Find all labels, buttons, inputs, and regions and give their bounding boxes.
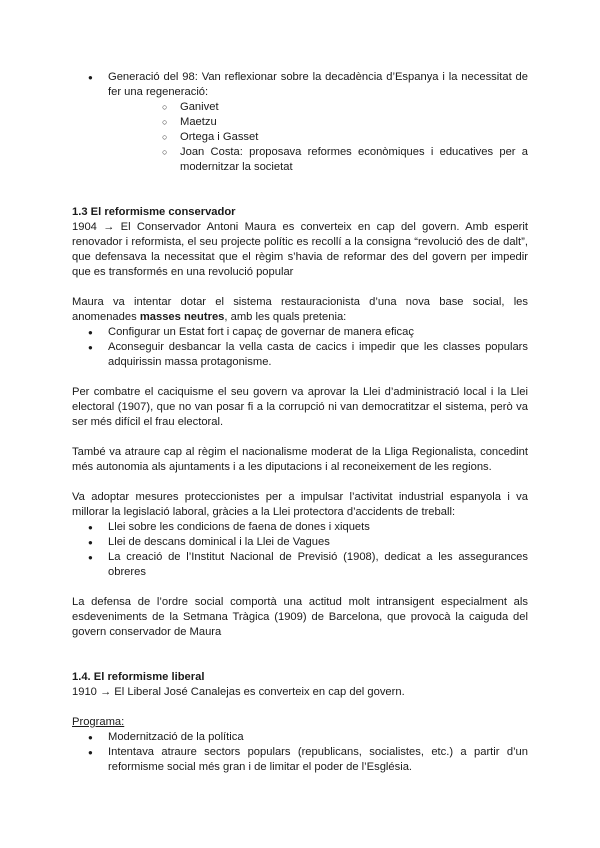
paragraph-intro-liberal: 1910 → El Liberal José Canalejas es converteix en cap del govern. — [72, 686, 405, 698]
list-item: ● Llei sobre les condicions de faena de dones i xiquets — [72, 520, 528, 535]
masses-list — [72, 325, 528, 370]
document-page — [72, 70, 528, 775]
list-item — [72, 70, 528, 175]
paragraph-intro-conservador: 1904 → El Conservador Antoni Maura es converteix en cap del govern. Amb esperit renovador i reformista, el seu projecte polític es recollí a la consigna “revolució des de dalt”, que defensava la necessitat que el règim s’havia de reformar des del govern per impedir que es transformés en una revolució popular — [72, 221, 528, 278]
list-item: ● Modernització de la política — [72, 730, 528, 745]
paragraph-lliga: També va atraure cap al règim el nacionalisme moderat de la Lliga Regionalista, concedint més autonomia als ajuntaments i a les diputacions i al reconeixement de les regions. — [72, 446, 528, 473]
generacio-text: Generació del 98: Van reflexionar sobre la decadència d’Espanya i la necessitat de fer una regeneració: — [108, 71, 528, 98]
paragraph-defensa: La defensa de l’ordre social comportà una actitud molt intransigent especialment als esdeveniments de la Setmana Tràgica (1909) de Barcelona, que provocà la caiguda del govern conservador de Maura — [72, 596, 528, 638]
mesures-list — [72, 520, 528, 580]
paragraph-caciquisme: Per combatre el caciquisme el seu govern va aprovar la Llei d’administració local i la Llei electoral (1907), que no van posar fi a la corrupció ni van democratitzar el sistema, però va ser més difícil el frau electoral. — [72, 386, 528, 428]
list-item: ● Aconseguir desbancar la vella casta de cacics i impedir que les classes populars adquirissin massa protagonisme. — [72, 340, 528, 370]
programa-list — [72, 730, 528, 775]
section-heading-liberal: 1.4. El reformisme liberal — [72, 671, 205, 683]
masses-neutres-bold: masses neutres — [139, 311, 225, 323]
sublist-item: ○ Ortega i Gasset — [108, 130, 528, 145]
sublist-item: ○ Maetzu — [108, 115, 528, 130]
programa-label: Programa: — [72, 716, 125, 728]
paragraph-masses-neutres: Maura va intentar dotar el sistema restauracionista d’una nova base social, les anomenades masses neutres, amb les quals pretenia: — [72, 296, 528, 323]
section-heading-conservador: 1.3 El reformisme conservador — [72, 206, 236, 218]
sublist-item: ○ Ganivet — [108, 100, 528, 115]
list-item: ● Configurar un Estat fort i capaç de governar de manera eficaç — [72, 325, 528, 340]
generacio-sublist — [108, 100, 528, 175]
paragraph-mesures: Va adoptar mesures proteccionistes per a impulsar l’activitat industrial espanyola i va millorar la legislació laboral, gràcies a la Llei protectora d’accidents de treball: — [72, 491, 528, 518]
list-item: ● Intentava atraure sectors populars (republicans, socialistes, etc.) a partir d’un reformisme social més gran i de limitar el poder de l’Església. — [72, 745, 528, 775]
list-item: ● Llei de descans dominical i la Llei de Vagues — [72, 535, 528, 550]
generacio-list — [72, 70, 528, 175]
list-item: ● La creació de l’Institut Nacional de Previsió (1908), dedicat a les assegurances obreres — [72, 550, 528, 580]
sublist-item: ○ Joan Costa: proposava reformes econòmiques i educatives per a modernitzar la societat — [108, 145, 528, 175]
